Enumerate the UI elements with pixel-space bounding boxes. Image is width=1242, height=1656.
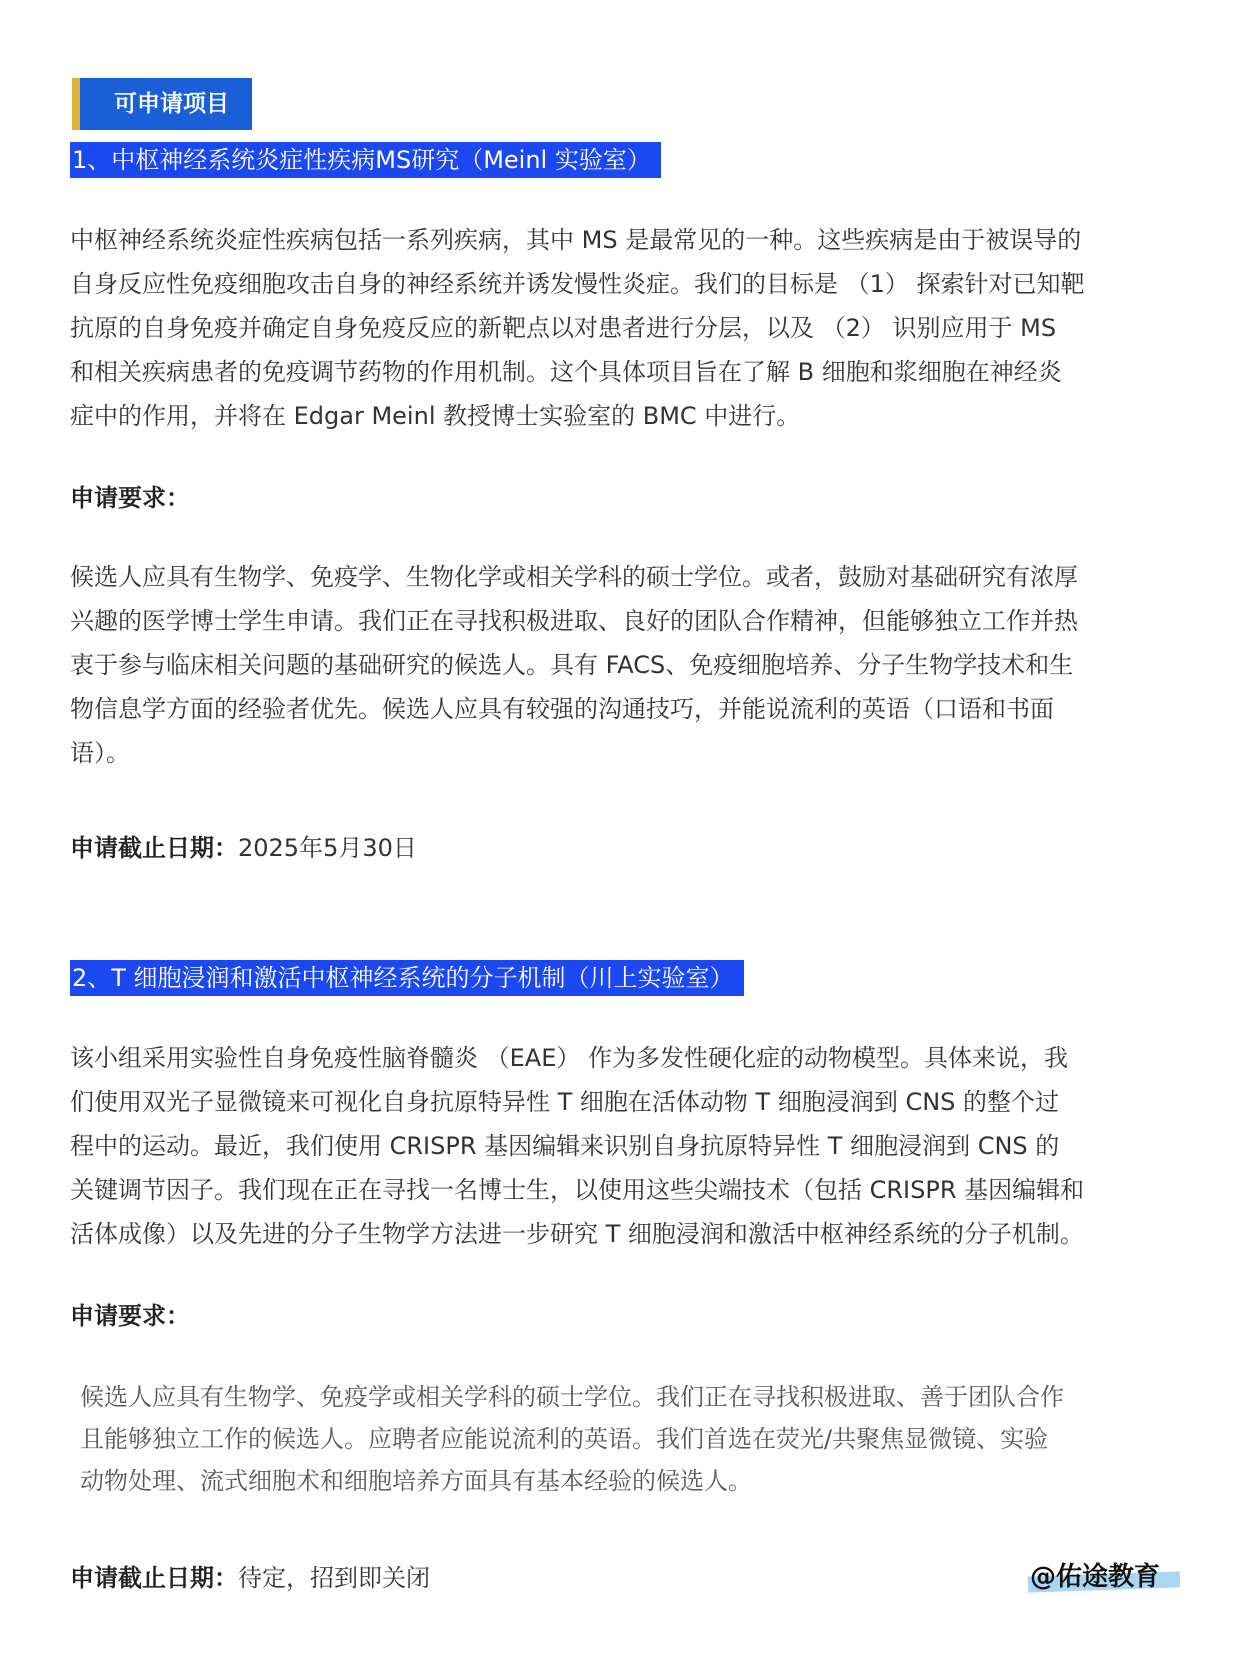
project-2-description [70, 1036, 1162, 1256]
text-line: 且能够独立工作的候选人。应聘者应能说流利的英语。我们首选在荧光/共聚焦显微镜、实验 [80, 1425, 1049, 1453]
watermark: @佑途教育 [1030, 1562, 1161, 1592]
text-line: 自身反应性免疫细胞攻击自身的神经系统并诱发慢性炎症。我们的目标是 （1） 探索针对已知靶 [70, 270, 1085, 298]
text-line: 该小组采用实验性自身免疫性脑脊髓炎 （EAE） 作为多发性硬化症的动物模型。具体来说，我 [70, 1044, 1069, 1072]
deadline-value: 待定，招到即关闭 [238, 1564, 430, 1592]
deadline-value: 2025年5月30日 [238, 834, 417, 862]
text-line: 中枢神经系统炎症性疾病包括一系列疾病，其中 MS 是最常见的一种。这些疾病是由于被误导的 [70, 226, 1082, 254]
text-line: 兴趣的医学博士学生申请。我们正在寻找积极进取、良好的团队合作精神，但能够独立工作并热 [70, 607, 1078, 635]
text-line: 抗原的自身免疫并确定自身免疫反应的新靶点以对患者进行分层，以及 （2） 识别应用于 MS [70, 314, 1057, 342]
text-line: 动物处理、流式细胞术和细胞培养方面具有基本经验的候选人。 [80, 1467, 752, 1495]
project-1-description [70, 218, 1162, 438]
text-line: 物信息学方面的经验者优先。候选人应具有较强的沟通技巧，并能说流利的英语（口语和书面 [70, 695, 1054, 723]
project-2-deadline [70, 1560, 430, 1596]
text-line: 症中的作用，并将在 Edgar Meinl 教授博士实验室的 BMC 中进行。 [70, 402, 801, 430]
text-line: 和相关疾病患者的免疫调节药物的作用机制。这个具体项目旨在了解 B 细胞和浆细胞在神经炎 [70, 358, 1062, 386]
text-line: 们使用双光子显微镜来可视化自身抗原特异性 T 细胞在活体动物 T 细胞浸润到 CNS 的整个过 [70, 1088, 1060, 1116]
text-line: 候选人应具有生物学、免疫学或相关学科的硕士学位。我们正在寻找积极进取、善于团队合作 [80, 1383, 1064, 1411]
text-line: 衷于参与临床相关问题的基础研究的候选人。具有 FACS、免疫细胞培养、分子生物学技术和生 [70, 651, 1074, 679]
project-2-title: 2、T 细胞浸润和激活中枢神经系统的分子机制（川上实验室） [70, 960, 744, 996]
project-1-deadline [70, 830, 417, 866]
text-line: 活体成像）以及先进的分子生物学方法进一步研究 T 细胞浸润和激活中枢神经系统的分子机制。 [70, 1220, 1084, 1248]
text-line: 程中的运动。最近，我们使用 CRISPR 基因编辑来识别自身抗原特异性 T 细胞浸润到 CNS 的 [70, 1132, 1060, 1160]
requirements-label: 申请要求： [70, 484, 190, 512]
deadline-label: 申请截止日期： [70, 834, 238, 862]
requirements-label: 申请要求： [70, 1302, 190, 1330]
text-line: 关键调节因子。我们现在正在寻找一名博士生，以使用这些尖端技术（包括 CRISPR 基因编辑和 [70, 1176, 1085, 1204]
text-line: 候选人应具有生物学、免疫学、生物化学或相关学科的硕士学位。或者，鼓励对基础研究有浓厚 [70, 563, 1078, 591]
project-1-title: 1、中枢神经系统炎症性疾病MS研究（Meinl 实验室） [70, 142, 661, 178]
deadline-label: 申请截止日期： [70, 1564, 238, 1592]
project-1-requirements [70, 555, 1162, 775]
project-2-requirements-heading [70, 1298, 190, 1334]
project-2-requirements [80, 1376, 1152, 1502]
project-1-requirements-heading [70, 480, 190, 516]
section-tag: 可申请项目 [72, 78, 252, 130]
text-line: 语）。 [70, 739, 130, 767]
